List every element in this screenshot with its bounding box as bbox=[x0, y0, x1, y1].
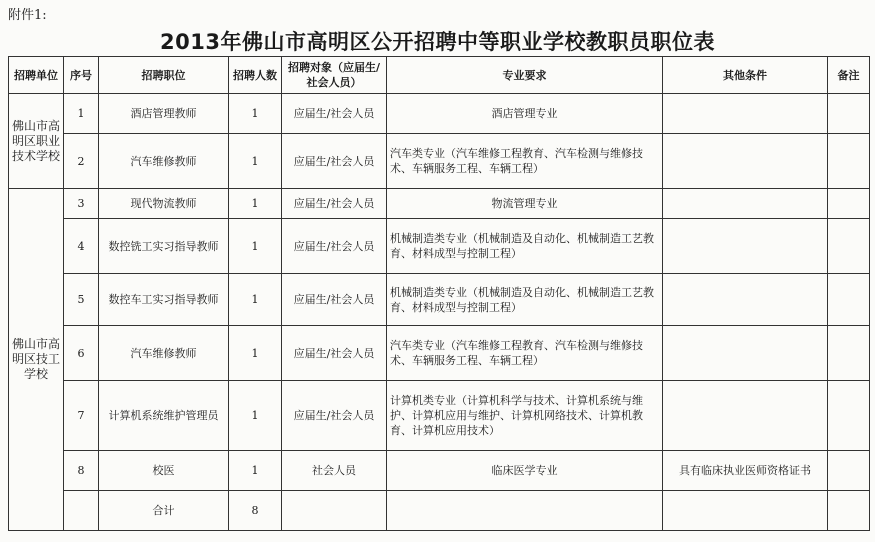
position-cell: 汽车维修教师 bbox=[99, 326, 229, 381]
total-major-cell bbox=[387, 491, 663, 531]
remark-cell bbox=[828, 134, 870, 189]
total-other-cell bbox=[663, 491, 828, 531]
remark-cell bbox=[828, 189, 870, 219]
seq-cell: 2 bbox=[64, 134, 99, 189]
target-cell: 应届生/社会人员 bbox=[282, 381, 387, 451]
position-cell: 数控铣工实习指导教师 bbox=[99, 219, 229, 274]
position-cell: 计算机系统维护管理员 bbox=[99, 381, 229, 451]
major-cell: 汽车类专业（汽车维修工程教育、汽车检测与维修技术、车辆服务工程、车辆工程） bbox=[387, 326, 663, 381]
target-cell: 应届生/社会人员 bbox=[282, 326, 387, 381]
total-label-cell: 合计 bbox=[99, 491, 229, 531]
attachment-label: 附件1: bbox=[8, 8, 47, 23]
table-row bbox=[9, 94, 870, 134]
count-cell: 1 bbox=[229, 274, 282, 326]
table-row bbox=[9, 326, 870, 381]
other-cell bbox=[663, 326, 828, 381]
position-cell: 汽车维修教师 bbox=[99, 134, 229, 189]
target-cell: 应届生/社会人员 bbox=[282, 134, 387, 189]
header-seq: 序号 bbox=[64, 57, 99, 94]
header-remark: 备注 bbox=[828, 57, 870, 94]
other-cell bbox=[663, 134, 828, 189]
total-target-cell bbox=[282, 491, 387, 531]
major-cell: 物流管理专业 bbox=[387, 189, 663, 219]
remark-cell bbox=[828, 326, 870, 381]
seq-cell: 8 bbox=[64, 451, 99, 491]
major-cell: 酒店管理专业 bbox=[387, 94, 663, 134]
total-remark-cell bbox=[828, 491, 870, 531]
seq-cell: 4 bbox=[64, 219, 99, 274]
seq-cell: 1 bbox=[64, 94, 99, 134]
target-cell: 应届生/社会人员 bbox=[282, 189, 387, 219]
count-cell: 1 bbox=[229, 134, 282, 189]
header-row bbox=[9, 57, 870, 94]
remark-cell bbox=[828, 94, 870, 134]
table-row bbox=[9, 381, 870, 451]
count-cell: 1 bbox=[229, 94, 282, 134]
document-title: 2013年佛山市高明区公开招聘中等职业学校教职员职位表 bbox=[160, 30, 715, 54]
seq-cell: 7 bbox=[64, 381, 99, 451]
major-cell: 机械制造类专业（机械制造及自动化、机械制造工艺教育、材料成型与控制工程） bbox=[387, 219, 663, 274]
position-cell: 酒店管理教师 bbox=[99, 94, 229, 134]
major-cell: 临床医学专业 bbox=[387, 451, 663, 491]
other-cell bbox=[663, 189, 828, 219]
target-cell: 社会人员 bbox=[282, 451, 387, 491]
total-count-cell: 8 bbox=[229, 491, 282, 531]
table-row bbox=[9, 274, 870, 326]
header-target: 招聘对象（应届生/社会人员） bbox=[282, 57, 387, 94]
seq-cell: 3 bbox=[64, 189, 99, 219]
other-cell bbox=[663, 94, 828, 134]
total-seq-cell bbox=[64, 491, 99, 531]
count-cell: 1 bbox=[229, 381, 282, 451]
other-cell bbox=[663, 274, 828, 326]
header-other: 其他条件 bbox=[663, 57, 828, 94]
table-row bbox=[9, 189, 870, 219]
remark-cell bbox=[828, 381, 870, 451]
table-row bbox=[9, 219, 870, 274]
count-cell: 1 bbox=[229, 451, 282, 491]
count-cell: 1 bbox=[229, 219, 282, 274]
position-cell: 校医 bbox=[99, 451, 229, 491]
unit-cell: 佛山市高明区职业技术学校 bbox=[9, 94, 64, 189]
header-unit: 招聘单位 bbox=[9, 57, 64, 94]
count-cell: 1 bbox=[229, 326, 282, 381]
other-cell bbox=[663, 219, 828, 274]
position-cell: 数控车工实习指导教师 bbox=[99, 274, 229, 326]
table-row bbox=[9, 451, 870, 491]
table-row bbox=[9, 134, 870, 189]
unit-cell: 佛山市高明区技工学校 bbox=[9, 189, 64, 531]
header-position: 招聘职位 bbox=[99, 57, 229, 94]
remark-cell bbox=[828, 219, 870, 274]
remark-cell bbox=[828, 274, 870, 326]
header-major: 专业要求 bbox=[387, 57, 663, 94]
other-cell: 具有临床执业医师资格证书 bbox=[663, 451, 828, 491]
target-cell: 应届生/社会人员 bbox=[282, 274, 387, 326]
target-cell: 应届生/社会人员 bbox=[282, 94, 387, 134]
major-cell: 机械制造类专业（机械制造及自动化、机械制造工艺教育、材料成型与控制工程） bbox=[387, 274, 663, 326]
total-row bbox=[9, 491, 870, 531]
position-cell: 现代物流教师 bbox=[99, 189, 229, 219]
major-cell: 计算机类专业（计算机科学与技术、计算机系统与维护、计算机应用与维护、计算机网络技术、计算机教育、计算机应用技术） bbox=[387, 381, 663, 451]
count-cell: 1 bbox=[229, 189, 282, 219]
seq-cell: 5 bbox=[64, 274, 99, 326]
other-cell bbox=[663, 381, 828, 451]
remark-cell bbox=[828, 451, 870, 491]
header-count: 招聘人数 bbox=[229, 57, 282, 94]
target-cell: 应届生/社会人员 bbox=[282, 219, 387, 274]
positions-table bbox=[8, 56, 870, 531]
major-cell: 汽车类专业（汽车维修工程教育、汽车检测与维修技术、车辆服务工程、车辆工程） bbox=[387, 134, 663, 189]
seq-cell: 6 bbox=[64, 326, 99, 381]
